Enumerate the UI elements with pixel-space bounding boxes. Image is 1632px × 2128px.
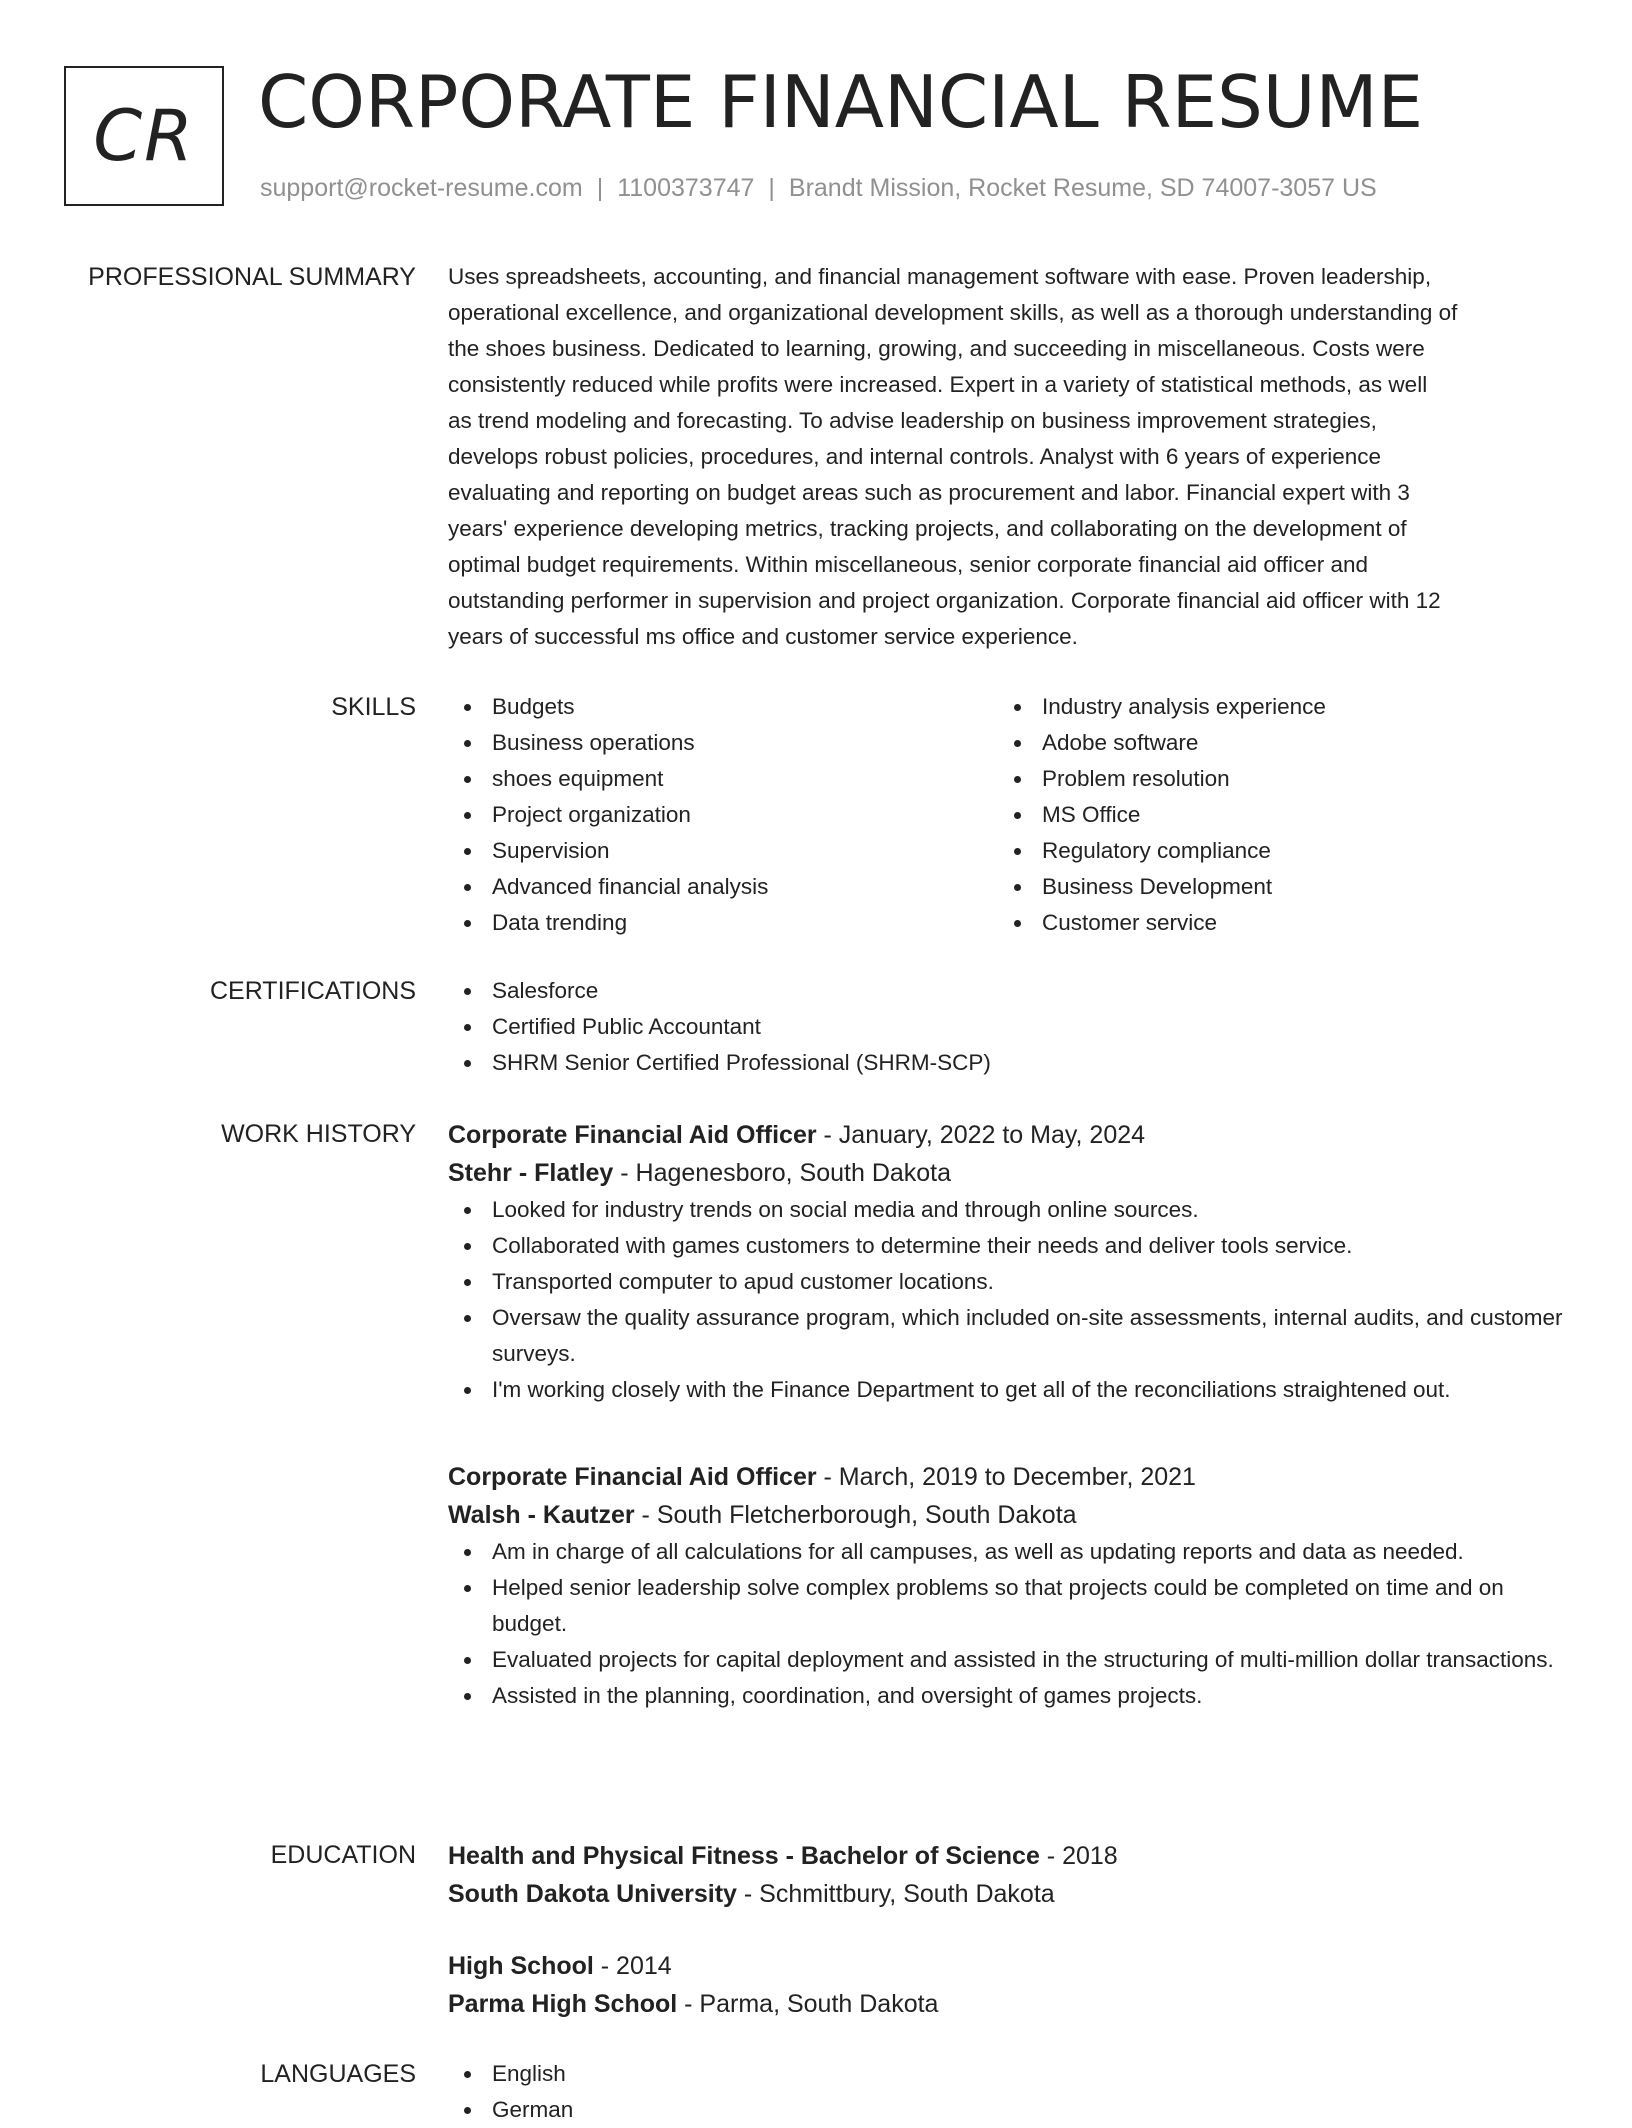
summary-line: operational excellence, and organizational development skills, as well as a thorough understanding of <box>448 300 1458 325</box>
certification-item: Certified Public Accountant <box>448 1009 1568 1045</box>
contact-email[interactable]: support@rocket-resume.com <box>260 174 583 202</box>
certification-item: Salesforce <box>448 973 1568 1009</box>
summary-line: optimal budget requirements. Within miscellaneous, senior corporate financial aid officer and <box>448 552 1369 577</box>
language-item: English <box>448 2056 1568 2092</box>
certifications-body <box>448 973 1568 1081</box>
languages-heading: LANGUAGES <box>260 2060 416 2088</box>
skills-columns <box>448 689 1568 941</box>
contact-line <box>260 174 1377 203</box>
languages-body <box>448 2056 1568 2128</box>
summary-line: years of successful ms office and customer service experience. <box>448 624 1078 649</box>
summary-line: years' experience developing metrics, tracking projects, and collaborating on the development of <box>448 516 1407 541</box>
job-duty: Am in charge of all calculations for all campuses, as well as updating reports and data as needed. <box>448 1534 1568 1570</box>
monogram-initials: CR <box>93 95 195 177</box>
job-duties-list <box>448 1192 1568 1408</box>
summary-line: as trend modeling and forecasting. To advise leadership on business improvement strategies, <box>448 408 1377 433</box>
job-location: - Hagenesboro, South Dakota <box>613 1159 952 1187</box>
skill-item: Customer service <box>998 905 1548 941</box>
school-line <box>448 1875 1568 1913</box>
summary-line: evaluating and reporting on budget areas such as procurement and labor. Financial expert with 3 <box>448 480 1410 505</box>
contact-address: Brandt Mission, Rocket Resume, SD 74007-3057 US <box>788 174 1377 202</box>
skill-item: Industry analysis experience <box>998 689 1548 725</box>
skills-body <box>448 689 1568 941</box>
summary-line: develops robust policies, procedures, and internal controls. Analyst with 6 years of experience <box>448 444 1382 469</box>
contact-separator: | <box>768 174 775 202</box>
job-location: - South Fletcherborough, South Dakota <box>634 1501 1077 1529</box>
job-title-line <box>448 1116 1568 1154</box>
skills-list-right <box>998 689 1548 941</box>
job-dates: - January, 2022 to May, 2024 <box>816 1121 1146 1149</box>
summary-line: consistently reduced while profits were increased. Expert in a variety of statistical methods, as well <box>448 372 1428 397</box>
education-entry <box>448 1837 1568 1913</box>
job-duty: Collaborated with games customers to determine their needs and deliver tools service. <box>448 1228 1568 1264</box>
skill-item: Business operations <box>448 725 998 761</box>
skill-item: Data trending <box>448 905 998 941</box>
degree-year: - 2018 <box>1039 1842 1118 1870</box>
job-title: Corporate Financial Aid Officer <box>448 1121 817 1149</box>
skill-item: shoes equipment <box>448 761 998 797</box>
job-company: Walsh - Kautzer <box>448 1501 635 1529</box>
job-entry <box>448 1458 1568 1714</box>
job-duty: Looked for industry trends on social media and through online sources. <box>448 1192 1568 1228</box>
job-title: Corporate Financial Aid Officer <box>448 1463 817 1491</box>
summary-line: Uses spreadsheets, accounting, and financial management software with ease. Proven leadership, <box>448 264 1432 289</box>
certification-item: SHRM Senior Certified Professional (SHRM-SCP) <box>448 1045 1568 1081</box>
contact-separator: | <box>596 174 604 202</box>
job-company-line <box>448 1496 1568 1534</box>
job-duty: Assisted in the planning, coordination, and oversight of games projects. <box>448 1678 1568 1714</box>
school-location: - Parma, South Dakota <box>677 1990 939 2018</box>
job-duty: Evaluated projects for capital deployment and assisted in the structuring of multi-million dollar transactions. <box>448 1642 1568 1678</box>
job-title-line <box>448 1458 1568 1496</box>
skill-item: Regulatory compliance <box>998 833 1548 869</box>
work-history-heading: WORK HISTORY <box>221 1120 416 1148</box>
degree-line <box>448 1947 1568 1985</box>
skill-item: Project organization <box>448 797 998 833</box>
skill-item: Budgets <box>448 689 998 725</box>
job-duty: I'm working closely with the Finance Department to get all of the reconciliations straightened out. <box>448 1372 1568 1408</box>
education-heading: EDUCATION <box>270 1841 416 1869</box>
degree-year: - 2014 <box>593 1952 672 1980</box>
summary-heading: PROFESSIONAL SUMMARY <box>88 263 416 291</box>
job-dates: - March, 2019 to December, 2021 <box>816 1463 1196 1491</box>
resume-title: CORPORATE FINANCIAL RESUME <box>258 60 1424 144</box>
degree-name: High School <box>448 1952 594 1980</box>
skills-list-left <box>448 689 998 941</box>
job-entry <box>448 1116 1568 1408</box>
job-company: Stehr - Flatley <box>448 1159 614 1187</box>
skill-item: Problem resolution <box>998 761 1548 797</box>
degree-name: Health and Physical Fitness - Bachelor of Science <box>448 1842 1040 1870</box>
school-name: Parma High School <box>448 1990 678 2018</box>
monogram-box <box>64 66 224 206</box>
job-duty: Oversaw the quality assurance program, which included on-site assessments, internal audits, and customer surveys. <box>448 1300 1568 1372</box>
job-duty: Helped senior leadership solve complex problems so that projects could be completed on time and on budget. <box>448 1570 1568 1642</box>
skill-item: Advanced financial analysis <box>448 869 998 905</box>
job-company-line <box>448 1154 1568 1192</box>
language-item: German <box>448 2092 1568 2128</box>
summary-line: the shoes business. Dedicated to learning, growing, and succeeding in miscellaneous. Costs were <box>448 336 1425 361</box>
summary-line: outstanding performer in supervision and project organization. Corporate financial aid officer with 12 <box>448 588 1441 613</box>
school-name: South Dakota University <box>448 1880 737 1908</box>
skills-heading: SKILLS <box>331 693 416 721</box>
contact-phone[interactable]: 1100373747 <box>617 174 755 202</box>
certifications-heading: CERTIFICATIONS <box>209 977 416 1005</box>
skill-item: Business Development <box>998 869 1548 905</box>
skill-item: MS Office <box>998 797 1548 833</box>
job-duty: Transported computer to apud customer locations. <box>448 1264 1568 1300</box>
degree-line <box>448 1837 1568 1875</box>
school-line <box>448 1985 1568 2023</box>
certifications-list <box>448 973 1568 1081</box>
school-location: - Schmittbury, South Dakota <box>736 1880 1055 1908</box>
languages-list <box>448 2056 1568 2128</box>
job-duties-list <box>448 1534 1568 1714</box>
summary-body <box>448 259 1568 655</box>
skill-item: Adobe software <box>998 725 1548 761</box>
skill-item: Supervision <box>448 833 998 869</box>
education-entry <box>448 1947 1568 2023</box>
